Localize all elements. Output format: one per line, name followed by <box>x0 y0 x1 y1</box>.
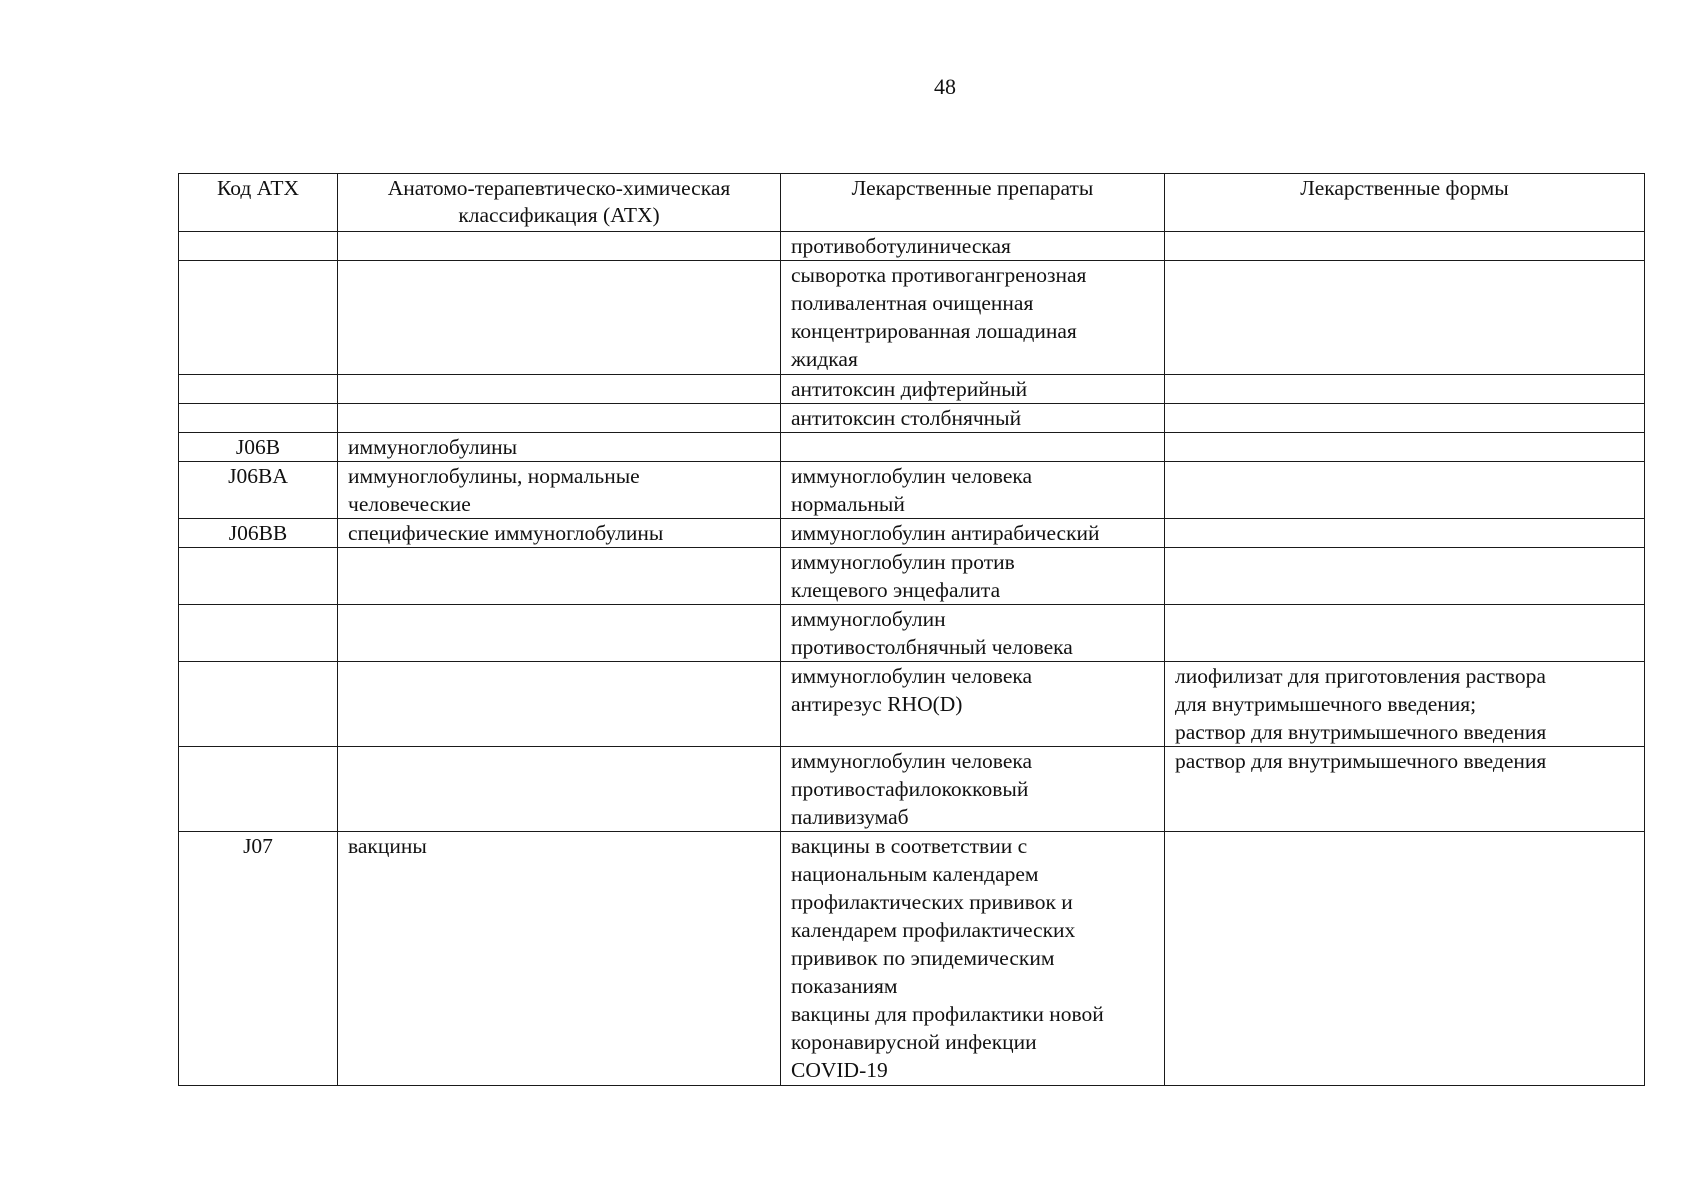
table-body <box>179 232 1645 1086</box>
cell-drugs-line: прививок по эпидемическим <box>791 946 1055 970</box>
cell-drugs-line: COVID-19 <box>791 1058 888 1082</box>
page-number: 48 <box>934 74 956 99</box>
table-row <box>179 662 1645 747</box>
cell-dosage-forms <box>1165 404 1645 433</box>
header-atc-code: Код АТХ <box>179 174 338 232</box>
cell-drugs-line: антитоксин столбнячный <box>791 406 1022 430</box>
cell-drugs-line: жидкая <box>791 347 858 371</box>
cell-atc-code <box>179 605 338 662</box>
cell-dosage-forms-line: для внутримышечного введения; <box>1175 692 1477 716</box>
cell-atc-classification <box>338 662 781 747</box>
cell-atc-classification <box>338 832 781 1086</box>
cell-drugs <box>781 519 1165 548</box>
cell-atc-classification <box>338 375 781 404</box>
cell-drugs-line: антирезус RHO(D) <box>791 692 963 716</box>
table-row <box>179 375 1645 404</box>
cell-atc-code: J07 <box>179 832 338 1086</box>
cell-atc-classification-line: вакцины <box>348 834 427 858</box>
cell-dosage-forms <box>1165 519 1645 548</box>
cell-dosage-forms-line: раствор для внутримышечного введения <box>1175 749 1547 773</box>
table-row <box>179 261 1645 375</box>
cell-drugs-line: календарем профилактических <box>791 918 1076 942</box>
cell-atc-classification-line: специфические иммуноглобулины <box>348 521 664 545</box>
cell-drugs <box>781 832 1165 1086</box>
cell-atc-code: J06B <box>179 433 338 462</box>
cell-atc-classification <box>338 232 781 261</box>
cell-drugs-line: нормальный <box>791 492 905 516</box>
cell-drugs-line: паливизумаб <box>791 805 909 829</box>
cell-drugs <box>781 375 1165 404</box>
table-row <box>179 548 1645 605</box>
cell-dosage-forms <box>1165 462 1645 519</box>
cell-dosage-forms <box>1165 261 1645 375</box>
cell-atc-code <box>179 747 338 832</box>
cell-drugs-line: клещевого энцефалита <box>791 578 1001 602</box>
cell-dosage-forms <box>1165 662 1645 747</box>
cell-drugs-line: иммуноглобулин человека <box>791 464 1033 488</box>
table-row <box>179 519 1645 548</box>
cell-dosage-forms <box>1165 832 1645 1086</box>
cell-drugs-line: иммуноглобулин человека <box>791 664 1033 688</box>
cell-drugs <box>781 232 1165 261</box>
cell-atc-code: J06BB <box>179 519 338 548</box>
cell-atc-classification <box>338 404 781 433</box>
cell-drugs-line: концентрированная лошадиная <box>791 319 1077 343</box>
cell-drugs-line: иммуноглобулин <box>791 607 946 631</box>
cell-dosage-forms-line: лиофилизат для приготовления раствора <box>1175 664 1546 688</box>
table-row <box>179 462 1645 519</box>
cell-atc-classification <box>338 548 781 605</box>
cell-atc-classification <box>338 462 781 519</box>
cell-drugs <box>781 662 1165 747</box>
cell-dosage-forms <box>1165 433 1645 462</box>
cell-atc-classification <box>338 519 781 548</box>
table-row <box>179 832 1645 1086</box>
cell-drugs-line: вакцины для профилактики новой <box>791 1002 1104 1026</box>
cell-drugs-line: показаниям <box>791 974 898 998</box>
cell-drugs-line: противоботулиническая <box>791 234 1011 258</box>
cell-drugs-line: иммуноглобулин против <box>791 550 1015 574</box>
table-row <box>179 605 1645 662</box>
table-header-row <box>179 174 1645 232</box>
header-drugs: Лекарственные препараты <box>781 174 1165 232</box>
cell-drugs-line: противостолбнячный человека <box>791 635 1073 659</box>
cell-dosage-forms <box>1165 548 1645 605</box>
cell-drugs-line: профилактических прививок и <box>791 890 1073 914</box>
cell-atc-classification <box>338 747 781 832</box>
cell-atc-classification <box>338 433 781 462</box>
cell-dosage-forms <box>1165 605 1645 662</box>
cell-atc-code <box>179 662 338 747</box>
cell-atc-classification <box>338 605 781 662</box>
cell-dosage-forms-line: раствор для внутримышечного введения <box>1175 720 1547 744</box>
cell-drugs <box>781 747 1165 832</box>
cell-drugs-line: коронавирусной инфекции <box>791 1030 1037 1054</box>
cell-drugs-line: противостафилококковый <box>791 777 1029 801</box>
cell-atc-code <box>179 548 338 605</box>
cell-atc-code <box>179 232 338 261</box>
cell-atc-classification <box>338 261 781 375</box>
cell-drugs-line: иммуноглобулин человека <box>791 749 1033 773</box>
table-row <box>179 232 1645 261</box>
cell-drugs <box>781 404 1165 433</box>
cell-drugs-line: сыворотка противогангренозная <box>791 263 1087 287</box>
cell-atc-classification-line: иммуноглобулины, нормальные <box>348 464 640 488</box>
cell-drugs <box>781 548 1165 605</box>
header-dosage-forms: Лекарственные формы <box>1165 174 1645 232</box>
cell-atc-code <box>179 375 338 404</box>
cell-drugs-line: поливалентная очищенная <box>791 291 1034 315</box>
cell-drugs <box>781 261 1165 375</box>
cell-atc-classification-line: человеческие <box>348 492 471 516</box>
cell-atc-classification-line: иммуноглобулины <box>348 435 518 459</box>
cell-drugs-line: иммуноглобулин антирабический <box>791 521 1100 545</box>
atc-table <box>178 173 1645 1086</box>
cell-drugs <box>781 605 1165 662</box>
cell-dosage-forms <box>1165 747 1645 832</box>
cell-atc-code: J06BA <box>179 462 338 519</box>
cell-atc-code <box>179 404 338 433</box>
header-atc-classification: Анатомо-терапевтическо-химическая классификация (АТХ) <box>338 174 781 232</box>
cell-dosage-forms <box>1165 375 1645 404</box>
cell-drugs-line: национальным календарем <box>791 862 1039 886</box>
cell-drugs-line: антитоксин дифтерийный <box>791 377 1028 401</box>
table-row <box>179 747 1645 832</box>
cell-drugs-line: вакцины в соответствии с <box>791 834 1028 858</box>
cell-dosage-forms <box>1165 232 1645 261</box>
cell-drugs <box>781 462 1165 519</box>
table-row <box>179 433 1645 462</box>
table-row <box>179 404 1645 433</box>
cell-drugs <box>781 433 1165 462</box>
cell-atc-code <box>179 261 338 375</box>
